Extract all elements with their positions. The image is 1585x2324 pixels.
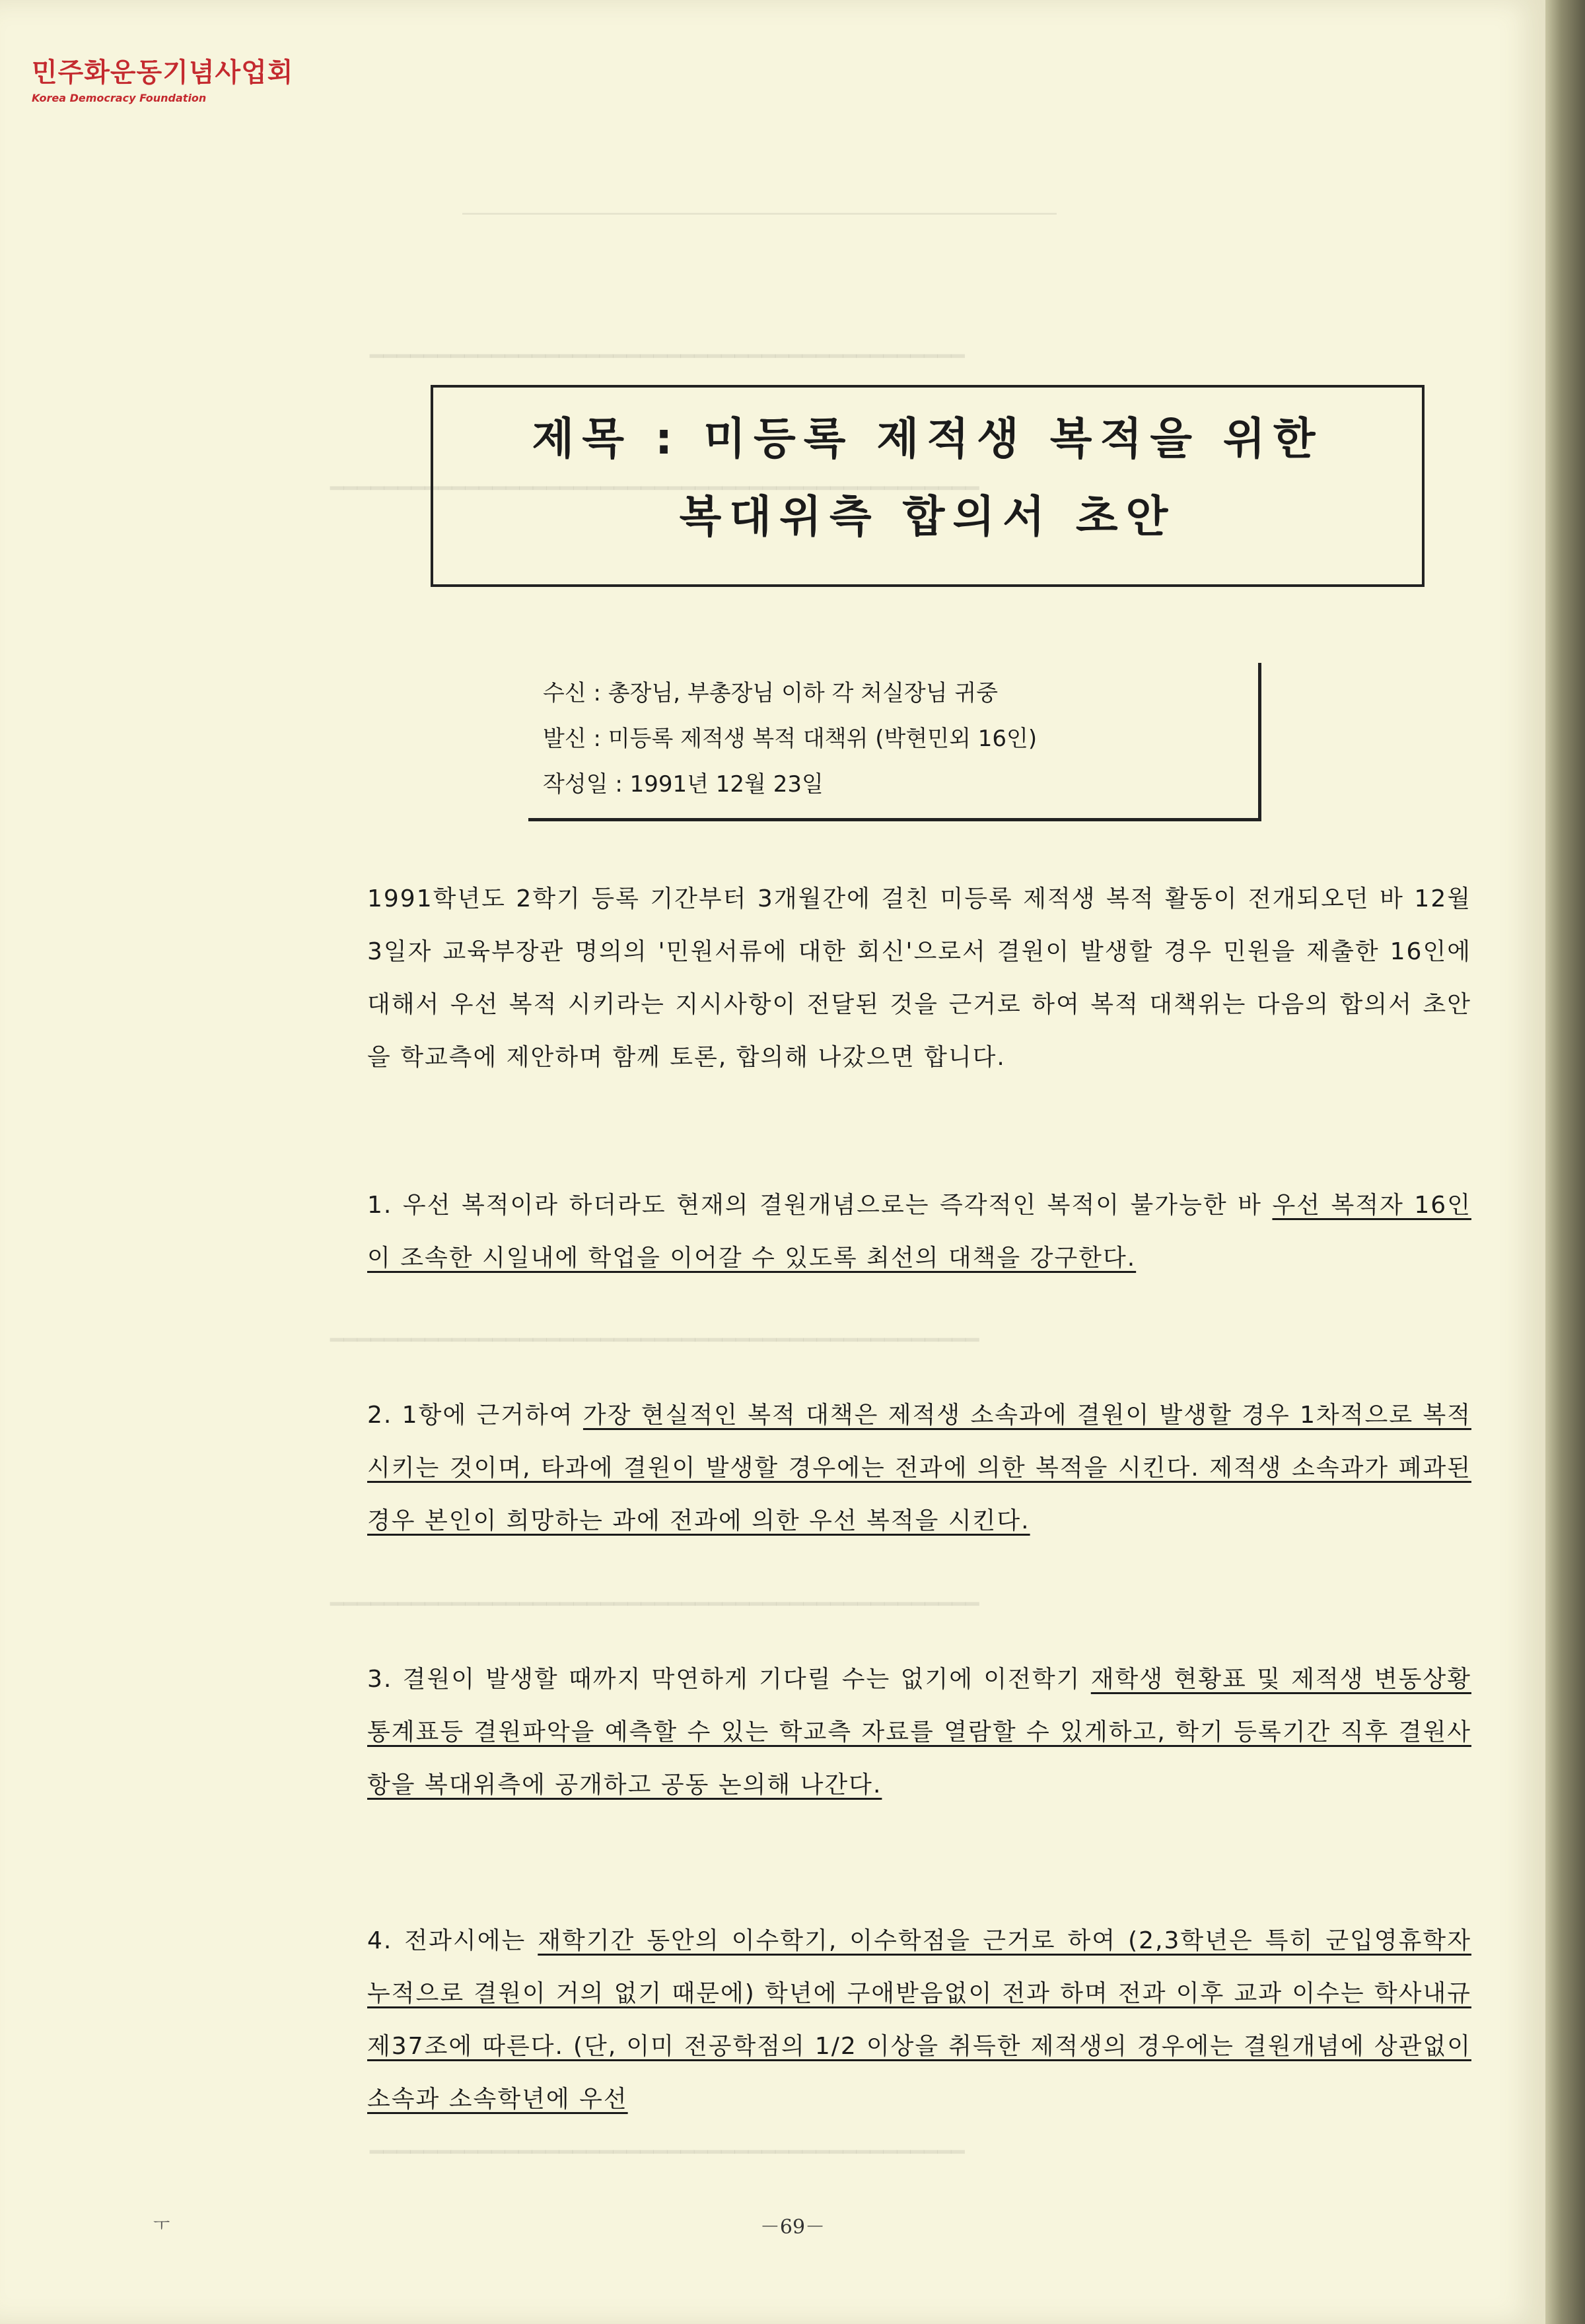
recipient-line: 수신 : 총장님, 부총장님 이하 각 처실장님 귀중	[543, 680, 999, 706]
agreement-item-2	[367, 1389, 1471, 1548]
item-1-underlined: 우선 복적자 16인이 조속한 시일내에 학업을 이어갈 수 있도록 최선의 대책을 강구한다.	[367, 1192, 1471, 1272]
item-2-underlined: 가장 현실적인 복적 대책은 제적생 소속과에 결원이 발생할 경우 1차적으로 복적시키는 것이며, 타과에 결원이 발생할 경우에는 전과에 의한 복적을 시킨다. 제적생 소속과가 폐과된 경우 본인이 희망하는 과에 전과에 의한 우선 복적을 시킨다.	[367, 1402, 1471, 1534]
item-3-underlined: 재학생 현황표 및 제적생 변동상황 통계표등 결원파악을 예측할 수 있는 학교측 자료를 열람할 수 있게하고, 학기 등록기간 직후 결원사항을 복대위측에 공개하고 공동 논의해 나간다.	[367, 1666, 1471, 1798]
page-number: －69－	[759, 2216, 826, 2239]
agreement-item-3	[367, 1653, 1471, 1812]
bleed-through-text: ━━━━━━━━━━━━━━━━━━━━━━━━━━━━━━━━━━━━━━━━━━━━━━━━	[330, 475, 979, 502]
routing-info-box	[528, 663, 1261, 821]
watermark-korean: 민주화운동기념사업회	[32, 57, 294, 88]
watermark-english: Korea Democracy Foundation	[32, 92, 207, 104]
foundation-watermark	[32, 51, 293, 104]
document-title-box	[431, 385, 1425, 587]
title-line-2: 복대위측 합의서 초안	[679, 491, 1176, 542]
agreement-item-4	[367, 1915, 1471, 2126]
sender-line: 발신 : 미등록 제적생 복적 대책위 (박현민외 16인)	[543, 726, 1038, 752]
bleed-through-text: ━━━━━━━━━━━━━━━━━━━━━━━━━━━━━━━━━━━━━━━━━━━━	[370, 343, 965, 370]
bleed-through-text: ━━━━━━━━━━━━━━━━━━━━━━━━━━━━━━━━━━━━━━━━━━━━━━━━	[330, 1591, 979, 1618]
intro-paragraph: 1991학년도 2학기 등록 기간부터 3개월간에 걸친 미등록 제적생 복적 활동이 전개되오던 바 12월 3일자 교육부장관 명의의 '민원서류에 대한 회신'으로서 결원이 발생할 경우 민원을 제출한 16인에 대해서 우선 복적 시키라는 지시사항이 전달된 것을 근거로 하여 복적 대책위는 다음의 합의서 초안을 학교측에 제안하며 함께 토론, 합의해 나갔으면 합니다.	[367, 885, 1471, 1071]
bleed-through-text: ＿＿＿＿＿＿＿＿＿＿＿＿＿＿＿	[462, 174, 1057, 220]
item-4-underlined: 재학기간 동안의 이수학기, 이수학점을 근거로 하여 (2,3학년은 특히 군입영휴학자 누적으로 결원이 거의 없기 때문에) 학년에 구애받음없이 전과 하며 전과 이후 교과 이수는 학사내규 제37조에 따른다. (단, 이미 전공학점의 1/2 이상을 취득한 제적생의 경우에는 결원개념에 상관없이 소속과 소속학년에 우선	[367, 1927, 1471, 2113]
binding-edge	[1545, 0, 1585, 2324]
item-2-lead: 2. 1항에 근거하여	[367, 1402, 583, 1429]
bleed-through-text: ━━━━━━━━━━━━━━━━━━━━━━━━━━━━━━━━━━━━━━━━━━━━━━━━	[330, 1327, 979, 1353]
item-3-lead: 3. 결원이 발생할 때까지 막연하게 기다릴 수는 없기에 이전학기	[367, 1666, 1091, 1693]
title-line-1: 제목 : 미등록 제적생 복적을 위한	[532, 413, 1323, 464]
agreement-item-1	[367, 1179, 1471, 1285]
item-1-lead: 1. 우선 복적이라 하더라도 현재의 결원개념으로는 즉각적인 복적이 불가능한 바	[367, 1192, 1273, 1219]
item-4-lead: 4. 전과시에는	[367, 1927, 538, 1954]
bleed-through-text: ━━━━━━━━━━━━━━━━━━━━━━━━━━━━━━━━━━━━━━━━━━━━	[370, 2139, 965, 2166]
date-line: 작성일 : 1991년 12월 23일	[543, 771, 824, 798]
corner-mark: ㅜ	[153, 2216, 170, 2236]
